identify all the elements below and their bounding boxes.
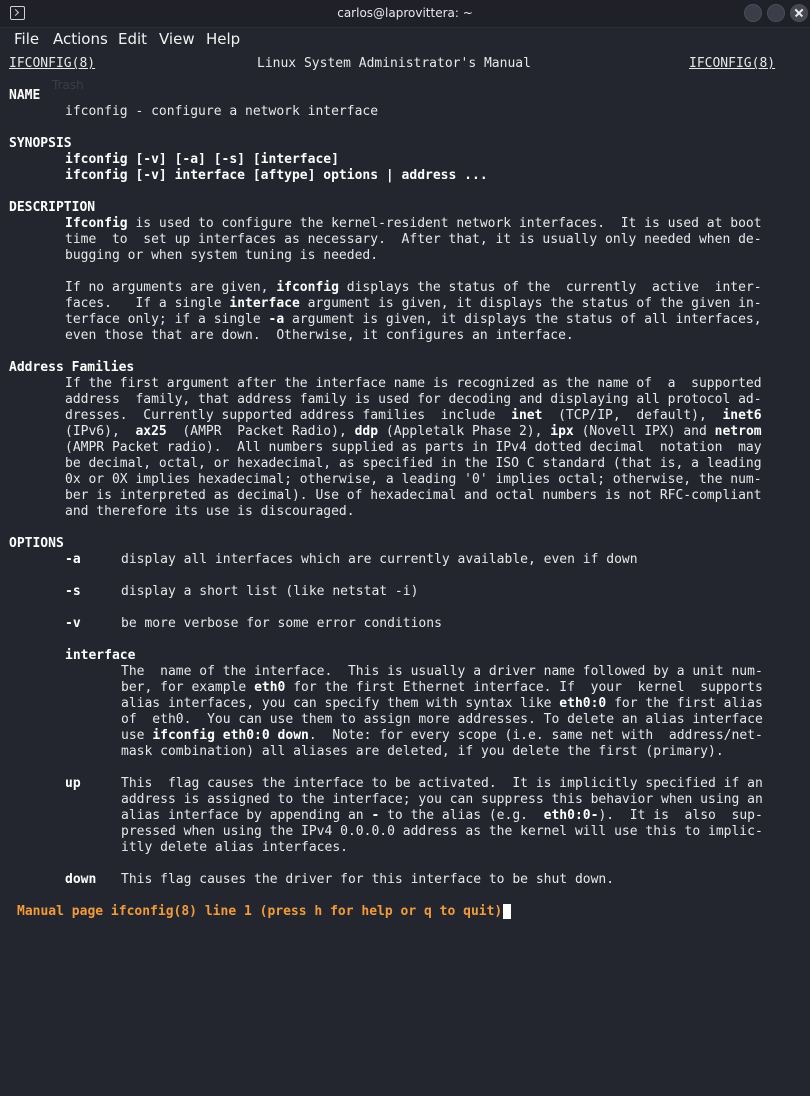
menu-edit[interactable]: Edit (118, 30, 148, 48)
section-options-heading: OPTIONS (9, 536, 64, 551)
terminal-output[interactable] (9, 56, 804, 926)
option-flag: down (65, 872, 97, 887)
af-line: dresses. Currently supported address families include inet (TCP/IP, default), inet6 (65, 408, 762, 423)
maximize-button[interactable] (767, 4, 785, 22)
menu-help[interactable]: Help (206, 30, 241, 48)
af-line: address family, that address family is used for decoding and displaying all protocol ad- (65, 392, 762, 407)
af-line: be decimal, octal, or hexadecimal, as specified in the ISO C standard (that is, a leading (65, 456, 762, 471)
description-line: faces. If a single interface argument is given, it displays the status of the given in- (65, 296, 762, 311)
option-desc: itly delete alias interfaces. (121, 840, 348, 855)
option-desc: of eth0. You can use them to assign more addresses. To delete an alias interface (121, 712, 763, 727)
option-flag: up (65, 776, 81, 791)
af-line: (AMPR Packet radio). All numbers supplied as parts in IPv4 dotted decimal notation may (65, 440, 762, 455)
menu-actions[interactable]: Actions (53, 30, 108, 48)
section-name-heading: NAME (9, 88, 41, 103)
man-header (9, 56, 804, 72)
option-desc: display a short list (like netstat -i) (121, 584, 419, 599)
option-desc: mask combination) all aliases are deleted, if you delete the first (primary). (121, 744, 724, 759)
option-flag: -v (65, 616, 81, 631)
menu-file[interactable]: File (14, 30, 40, 48)
section-synopsis-heading: SYNOPSIS (9, 136, 72, 151)
option-desc: use ifconfig eth0:0 down. Note: for every scope (i.e. same net with address/net- (121, 728, 763, 743)
option-desc: display all interfaces which are currently available, even if down (121, 552, 638, 567)
option-desc: pressed when using the IPv4 0.0.0.0 address as the kernel will use this to implic- (121, 824, 763, 839)
title-bar (0, 0, 810, 28)
description-line: If no arguments are given, ifconfig displays the status of the currently active inter- (65, 280, 762, 295)
header-right: IFCONFIG(8) (689, 56, 776, 71)
option-flag: -a (65, 552, 81, 567)
description-line: terface only; if a single -a argument is given, it displays the status of all interfaces, (65, 312, 762, 327)
menu-bar (0, 28, 810, 52)
option-desc: be more verbose for some error conditions (121, 616, 442, 631)
minimize-button[interactable] (744, 4, 762, 22)
header-center: Linux System Administrator's Manual (257, 56, 531, 71)
section-address-families-heading: Address Families (9, 360, 135, 375)
section-description-heading: DESCRIPTION (9, 200, 96, 215)
af-line: (IPv6), ax25 (AMPR Packet Radio), ddp (Appletalk Phase 2), ipx (Novell IPX) and netrom (65, 424, 762, 439)
option-desc: ber, for example eth0 for the first Ethernet interface. If your kernel supports (121, 680, 763, 695)
header-left: IFCONFIG(8) (9, 56, 96, 71)
close-button[interactable] (790, 4, 808, 22)
description-line: even those that are down. Otherwise, it configures an interface. (65, 328, 574, 343)
desktop-trash-label: Trash (52, 78, 84, 92)
af-line: If the first argument after the interface name is recognized as the name of a supported (65, 376, 762, 391)
pager-status (17, 904, 511, 920)
description-line: bugging or when system tuning is needed. (65, 248, 379, 263)
option-desc: alias interfaces, you can specify them with syntax like eth0:0 for the first alias (121, 696, 763, 711)
synopsis-line: ifconfig [-v] interface [aftype] options | address ... (65, 168, 488, 183)
option-desc: The name of the interface. This is usually a driver name followed by a unit num- (121, 664, 763, 679)
option-flag: -s (65, 584, 81, 599)
option-desc: address is assigned to the interface; you can suppress this behavior when using an (121, 792, 763, 807)
window-title: carlos@laprovittera: ~ (337, 6, 473, 20)
scrollbar[interactable] (804, 56, 810, 916)
description-line: time to set up interfaces as necessary. After that, it is usually only needed when de- (65, 232, 762, 247)
option-desc: This flag causes the driver for this interface to be shut down. (121, 872, 615, 887)
option-flag: interface (65, 648, 136, 663)
description-line: Ifconfig is used to configure the kernel-resident network interfaces. It is used at boot (65, 216, 762, 231)
synopsis-line: ifconfig [-v] [-a] [-s] [interface] (65, 152, 339, 167)
name-text: ifconfig - configure a network interface (65, 104, 379, 119)
pager-status-text: Manual page ifconfig(8) line 1 (press h for help or q to quit) (17, 904, 503, 919)
text-cursor (503, 904, 511, 919)
option-desc: This flag causes the interface to be activated. It is implicitly specified if an (121, 776, 763, 791)
af-line: 0x or 0X implies hexadecimal; otherwise, a leading '0' implies octal; otherwise, the num- (65, 472, 762, 487)
af-line: ber is interpreted as decimal). Use of hexadecimal and octal numbers is not RFC-compliant (65, 488, 762, 503)
option-desc: alias interface by appending an - to the alias (e.g. eth0:0-). It is also sup- (121, 808, 763, 823)
af-line: and therefore its use is discouraged. (65, 504, 355, 519)
menu-view[interactable]: View (159, 30, 195, 48)
